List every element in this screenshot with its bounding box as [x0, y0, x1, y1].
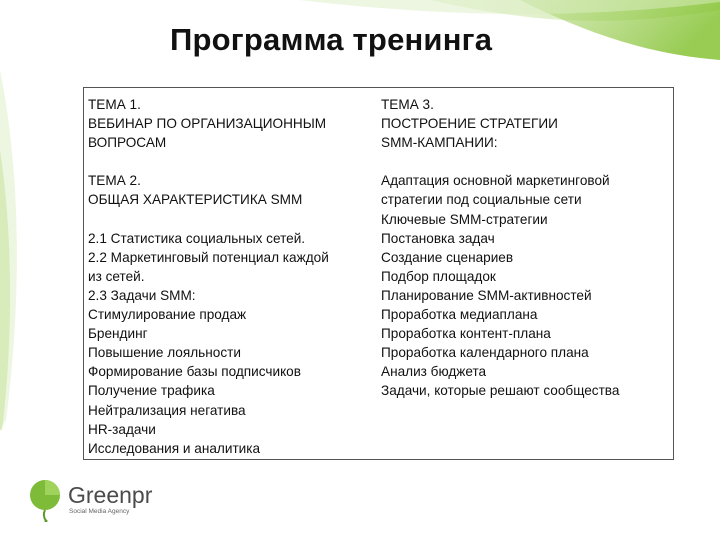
right-column-line: ТЕМА 3.: [381, 97, 434, 112]
right-column-line: Планирование SMM-активностей: [381, 287, 592, 303]
right-column-line: Проработка календарного плана: [381, 345, 589, 361]
left-column-line: 2.2 Маркетинговый потенциал каждой: [88, 249, 329, 265]
right-column-line: Подбор площадок: [381, 268, 496, 284]
logo-name: Greenpr: [68, 482, 153, 508]
left-column-line: Повышение лояльности: [88, 345, 241, 361]
left-column-line: Нейтрализация негатива: [88, 402, 246, 418]
left-column-line: Брендинг: [88, 326, 148, 342]
left-column-line: ВЕБИНАР ПО ОРГАНИЗАЦИОННЫМ: [88, 116, 327, 132]
left-column-line: ОБЩАЯ ХАРАКТЕРИСТИКА SMM: [88, 192, 303, 208]
program-column-left: [88, 95, 378, 458]
left-column-line: Исследования и аналитика: [88, 440, 261, 456]
green-leaf-circle-icon: [28, 478, 68, 522]
right-column-line: Проработка медиаплана: [381, 307, 538, 323]
greenpr-logo: [28, 478, 188, 528]
left-column-line: ТЕМА 2.: [88, 173, 141, 189]
right-column-line: Адаптация основной маркетинговой: [381, 173, 610, 189]
right-column-line: Создание сценариев: [381, 249, 514, 265]
logo-tagline: Social Media Agency: [69, 508, 130, 515]
right-column-line: Постановка задач: [381, 230, 495, 246]
program-column-right: [381, 95, 671, 401]
left-column-line: Стимулирование продаж: [88, 307, 247, 323]
right-column-line: ПОСТРОЕНИЕ СТРАТЕГИИ: [381, 116, 558, 132]
right-column-line: Задачи, которые решают сообщества: [381, 383, 620, 399]
right-column-line: Ключевые SMM-стратегии: [381, 211, 548, 227]
left-column-line: 2.1 Статистика социальных сетей.: [88, 230, 306, 246]
right-column-line: SMM-КАМПАНИИ:: [381, 135, 498, 151]
right-column-line: Проработка контент-плана: [381, 326, 551, 342]
right-column-line: стратегии под социальные сети: [381, 192, 582, 208]
right-column-line: [381, 152, 671, 171]
program-table: [83, 87, 674, 460]
left-column-line: [88, 152, 378, 171]
slide-title: Программа тренинга: [170, 22, 493, 57]
left-column-line: Получение трафика: [88, 383, 215, 399]
left-column-line: HR-задачи: [88, 421, 156, 437]
left-column-line: 2.3 Задачи SMM:: [88, 287, 196, 303]
left-column-line: Формирование базы подписчиков: [88, 364, 301, 380]
left-column-line: ТЕМА 1.: [88, 97, 141, 112]
left-column-line: [88, 210, 378, 229]
right-column-line: Анализ бюджета: [381, 364, 487, 380]
left-column-line: ВОПРОСАМ: [88, 135, 167, 151]
left-column-line: из сетей.: [88, 268, 145, 284]
